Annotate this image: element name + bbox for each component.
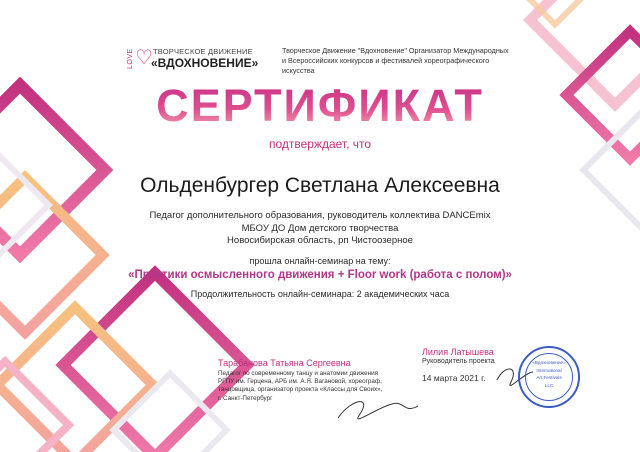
seminar-duration: Продолжительность онлайн-семинара: 2 академических часа <box>190 289 450 299</box>
bottom-left-frames <box>0 273 247 452</box>
passed-text: прошла онлайн-семинар на тему: <box>249 256 391 266</box>
heart-icon: ♡ <box>135 47 153 69</box>
organizer-line2: и Всероссийских конкурсов и фестивалей хореографического искусства <box>282 56 490 75</box>
stamp-line3: Art Festivals <box>536 375 562 380</box>
seminar-topic: «Практики осмысленного движения + Floor work (работа с полом)» <box>128 269 512 281</box>
organizer-info <box>282 46 522 76</box>
certificate-title: СЕРТИФИКАТ <box>0 80 640 132</box>
position-line2: МБОУ ДО Дом детского творчества <box>241 222 399 234</box>
signatory-2-role: Руководитель проекта <box>422 358 495 365</box>
signatory-1 <box>218 358 418 403</box>
organizer-line1: Творческое Движение "Вдохновение" Организатор Международных <box>282 46 509 55</box>
recipient-position <box>0 210 640 248</box>
signatory-1-name: Тарабанова Татьяна Сергеевна <box>218 358 351 368</box>
signatory-2-name: Лилия Латышева <box>422 347 494 357</box>
signatory-2 <box>422 347 522 383</box>
stamp-line2: International <box>536 368 562 373</box>
signatory-1-desc-1: Педагог по современному танцу и анатомии движения <box>218 370 379 377</box>
signature-1 <box>338 402 418 419</box>
signatory-1-desc-4: г. Санкт-Петербург <box>218 394 273 402</box>
stamp-line1: «Вдохновение» <box>532 360 566 365</box>
brand-logo <box>127 46 259 72</box>
logo-side-text: LOVE <box>127 48 134 70</box>
confirms-text: подтверждает, что <box>268 137 372 151</box>
recipient-name: Ольденбургер Светлана Алексеевна <box>140 174 500 197</box>
position-line1: Педагог дополнительного образования, руководитель коллектива DANCEmix <box>149 210 491 221</box>
logo-line1: ТВОРЧЕСКОЕ ДВИЖЕНИЕ <box>153 47 253 56</box>
issue-date: 14 марта 2021 г. <box>422 373 486 383</box>
logo-line2: «ВДОХНОВЕНИЕ» <box>151 56 259 70</box>
official-stamp <box>518 346 580 408</box>
position-line3: Новосибирская область, рп Чистоозерное <box>227 235 413 246</box>
signatory-1-desc-3: танцовщица, организатор проекта «Классы для Своих», <box>218 386 383 394</box>
stamp-line4: LLC <box>544 383 554 388</box>
signatory-1-desc-2: РГПУ им. Герцена, АРБ им. А.Я. Вагановой, хореограф, <box>218 378 382 386</box>
